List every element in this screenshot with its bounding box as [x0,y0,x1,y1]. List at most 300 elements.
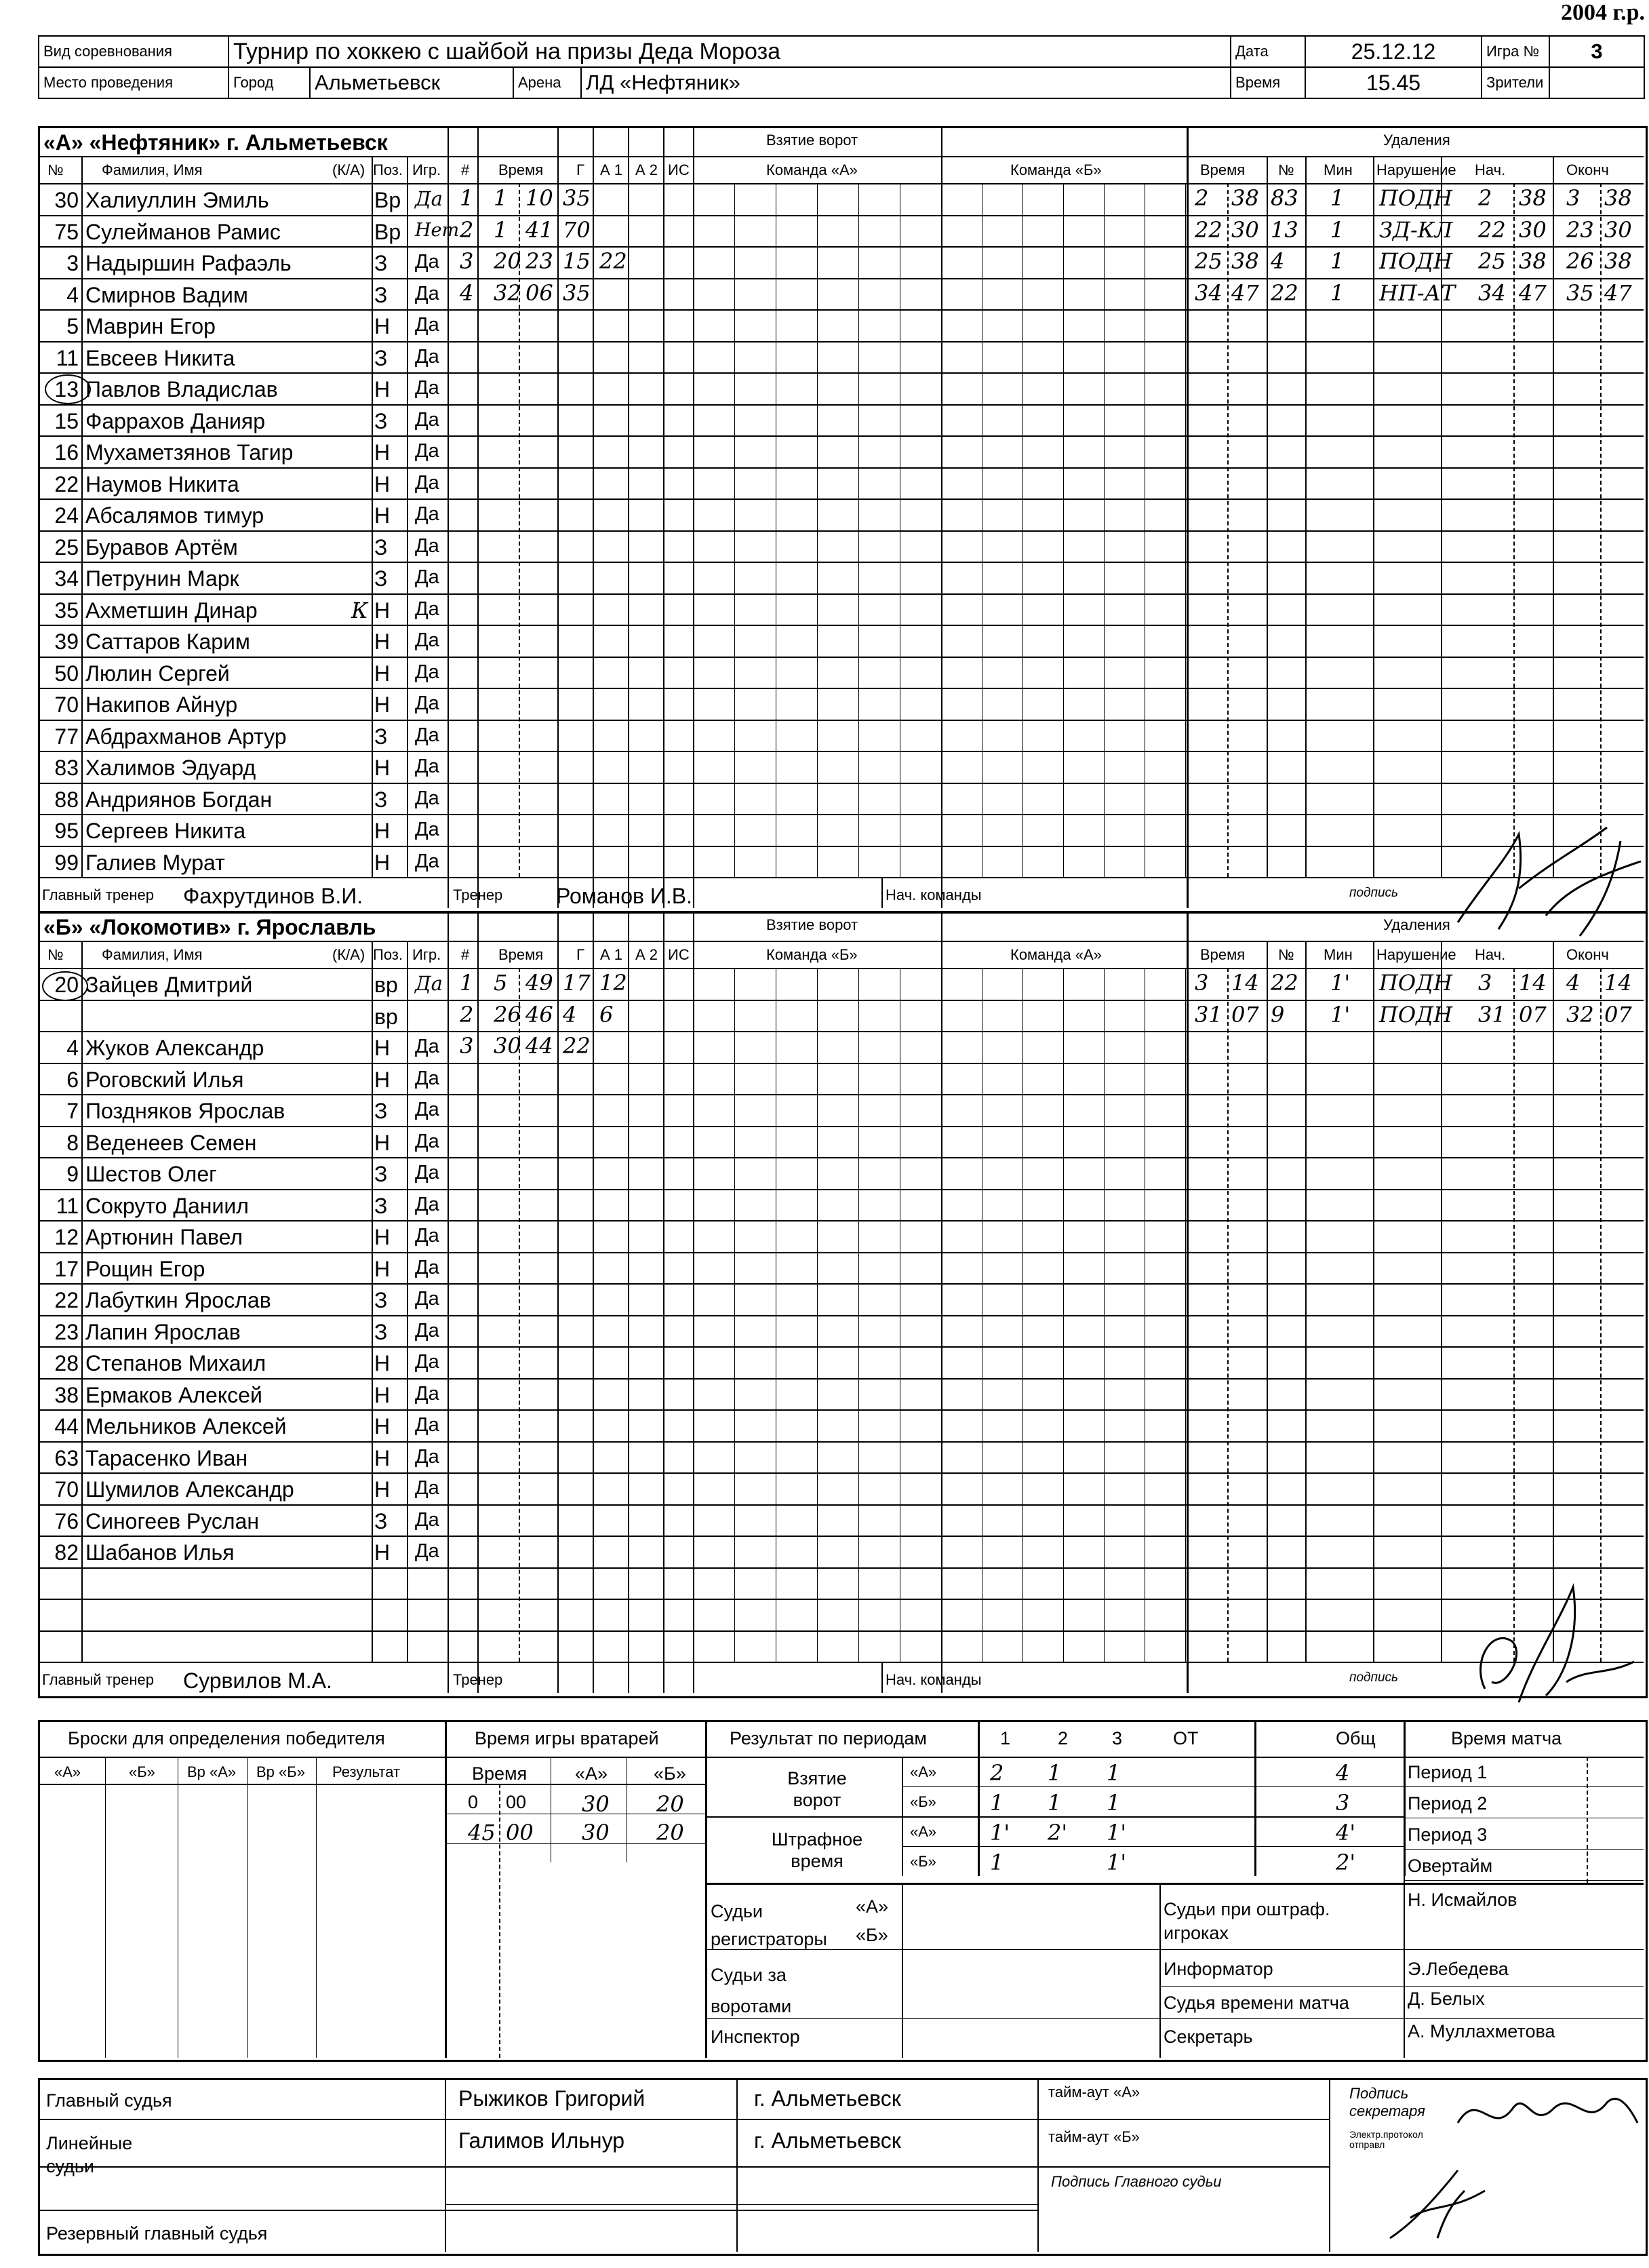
goals-b-label: «Б» [910,1793,936,1810]
col-a1: А 1 [600,161,623,178]
grid-line [445,2078,446,2252]
head-coach-name: Фахрутдинов В.И. [183,884,363,908]
penalty-player: 22 [1271,970,1298,996]
col-pen-no: № [1278,161,1294,178]
grid-line [38,309,1644,311]
penalty-minutes: 1 [1330,248,1345,274]
goal-minute: 30 [494,1033,521,1059]
shootout-col: Результат [332,1763,401,1780]
grid-line [81,941,83,1662]
coach-a-signature [1444,821,1648,943]
game-no-label: Игра № [1482,36,1549,67]
grid-line [38,1504,1644,1506]
player-position: Н [374,598,391,623]
player-name: Мельников Алексей [85,1414,287,1439]
grid-line [693,126,694,908]
grid-line [38,2166,1329,2168]
player-position: З [374,408,388,433]
grid-line [38,1283,1644,1285]
goal-second: 10 [525,185,553,211]
player-name: Смирнов Вадим [85,282,248,307]
grid-line [38,467,1644,469]
goal-number: 2 [460,1001,474,1028]
grid-line [38,1662,1644,1663]
grid-line [38,1189,1644,1190]
player-position: Н [374,850,391,875]
player-played: Да [415,377,439,399]
pen-a-label: «А» [910,1823,937,1840]
player-name: Поздняков Ярослав [85,1099,285,1123]
player-number: 7 [66,1099,79,1123]
player-played: Да [415,471,439,494]
reserve-referee-label: Резервный главный судья [46,2223,268,2244]
time-label: Время [1231,67,1305,98]
grid-line [1305,941,1307,1662]
penalty-minute: 31 [1195,1001,1223,1028]
grid-line [663,911,664,1693]
player-played: Да [415,1225,439,1247]
col-time: Время [498,946,544,963]
penalty-minutes: 1' [1330,970,1351,996]
grid-line [1553,941,1554,1662]
player-number: 9 [66,1162,79,1186]
player-name: Степанов Михаил [85,1351,266,1375]
player-played: Да [415,1036,439,1057]
grid-line [372,941,373,1662]
player-number: 11 [56,345,79,370]
player-number: 38 [54,1382,79,1407]
grid-line [593,126,594,908]
player-position: Н [374,471,391,496]
period-total: 4 [1336,1760,1350,1786]
player-position: З [374,566,388,591]
competition-label: Вид соревнования [39,36,229,67]
player-number: 23 [54,1319,79,1344]
player-position: Н [374,756,391,780]
goalie-sec: 00 [506,1820,534,1845]
player-name: Жуков Александр [85,1036,264,1060]
penalty-second: 07 [1231,1001,1259,1028]
grid-line [38,751,1644,752]
shootout-col: «Б» [129,1763,155,1780]
grid-line [38,1567,1644,1569]
grid-line [1227,968,1229,1662]
player-name: Андриянов Богдан [85,787,273,812]
player-number: 70 [54,692,79,717]
player-position: Н [374,1067,391,1092]
player-number: 82 [54,1540,79,1565]
chief-referee-name: Рыжиков Григорий [458,2086,645,2111]
grid-line [705,1816,1404,1818]
col-no: № [47,946,64,963]
penalty-start-sec: 38 [1519,248,1547,274]
penalty-end-min: 3 [1566,185,1581,211]
penalty-minutes: 1 [1330,185,1345,211]
player-played: Да [415,282,439,305]
penalty-violation: ПОДН [1379,970,1453,996]
player-position: Н [374,1445,391,1470]
total-label: Общ [1336,1728,1376,1748]
grid-line [1404,1786,1644,1787]
player-name: Галиев Мурат [85,850,225,875]
col-pen-viol: Нарушение [1376,161,1456,178]
player-position: Н [374,629,391,654]
player-name: Абсалямов тимур [85,503,264,528]
goalie-title: Время игры вратарей [475,1728,659,1748]
penalties-title: Удаления [1383,916,1450,933]
col-pen-start: Нач. [1475,946,1506,963]
penalty-end-sec: 14 [1604,970,1632,996]
goals-title: Взятие ворот [766,916,858,933]
goal-minute: 1 [494,185,508,211]
player-number: 35 [54,598,79,623]
grid-line [705,1883,1644,1885]
shootout-col: «А» [54,1763,81,1780]
coach-b-signature [1465,1580,1641,1709]
goal-number: 2 [460,216,474,243]
player-position: З [374,345,388,370]
player-name: Саттаров Карим [85,629,250,654]
grid-line [445,1843,705,1844]
player-name: Маврин Егор [85,314,216,338]
player-position: Н [374,819,391,843]
goal-second: 06 [525,279,553,306]
player-number: 4 [66,282,79,307]
coach-name: Романов И.В. [556,884,693,908]
grid-line [1587,1757,1588,1883]
penalty-start-min: 2 [1478,185,1492,211]
grid-line [38,1757,1644,1758]
player-position: Н [374,661,391,686]
penalty-judges-label: Судьи при оштраф. игроках [1164,1899,1330,1944]
grid-line [817,183,818,877]
period-value: 1 [1107,1790,1121,1816]
player-position: Н [374,1225,391,1249]
player-played: Да [415,756,439,777]
secretary-signature [1451,2082,1641,2143]
goal-assist-1: 6 [599,1001,614,1028]
grid-line [1063,183,1064,877]
col-pen-end: Оконч [1566,161,1609,178]
linesman-city: г. Альметьевск [754,2128,901,2153]
player-name: Халимов Эдуард [85,756,256,780]
player-number: 34 [54,566,79,591]
col-pen-no: № [1278,946,1294,963]
player-played: Да [415,1162,439,1184]
player-name: Артюнин Павел [85,1225,243,1249]
date-label: Дата [1231,36,1305,67]
team-title: «Б» «Локомотив» г. Ярославль [43,915,376,939]
period-header: ОТ [1173,1728,1199,1748]
player-name: Люлин Сергей [85,661,230,686]
chief-referee-signature [1383,2164,1492,2245]
player-name: Зайцев Дмитрий [85,973,253,997]
player-position: З [374,787,388,812]
date-value: 25.12.12 [1305,36,1482,67]
player-position: З [374,1288,388,1312]
city-value: Альметьевск [310,67,513,98]
col-team-second: Команда «Б» [1010,161,1102,178]
goal-second: 49 [525,970,553,996]
player-name: Ермаков Алексей [85,1382,262,1407]
goals-a-label: «А» [910,1763,937,1780]
player-number: 11 [56,1193,79,1218]
col-g: Г [576,946,584,963]
player-number: 88 [54,787,79,812]
timekeeper-name: Д. Белых [1408,1989,1485,2009]
grid-line [1159,1883,1161,2058]
player-name: Синогеев Руслан [85,1508,260,1533]
grid-line [1600,183,1602,877]
penalty-judge-name: Н. Исмайлов [1408,1890,1517,1910]
grid-line [38,341,1644,343]
penalty-player: 13 [1271,216,1298,243]
player-played: Да [415,1414,439,1436]
grid-line [902,1846,1404,1847]
grid-line [38,530,1644,532]
player-number: 75 [54,219,79,244]
grid-line [38,215,1644,216]
goal-number: 3 [460,1033,474,1059]
grid-line [38,688,1644,689]
protocol-sent-label: Электр.протокол отправл [1349,2129,1423,2151]
grid-line [817,968,818,1662]
arena-label: Арена [513,67,581,98]
player-number: 6 [66,1067,79,1092]
goal-number: 4 [460,279,474,306]
player-position: Н [374,1130,391,1155]
col-team-first: Команда «Б» [766,946,858,963]
goal-minute: 1 [494,216,508,243]
player-played: Да [415,534,439,557]
player-position: Н [374,503,391,528]
grid-line [38,183,1644,184]
player-played: Да [415,629,439,651]
grid-line [1305,156,1307,877]
penalty-end-min: 26 [1566,248,1594,274]
player-position: З [374,1193,388,1218]
penalty-violation: ЗД-КЛ [1379,216,1453,243]
goal-scorer: 35 [563,279,591,306]
period-value: 1 [990,1790,1004,1816]
player-position: вр [374,1004,398,1029]
player-position: З [374,282,388,307]
player-played: Да [415,1130,439,1152]
col-name: Фамилия, Имя [102,161,203,178]
penalty-violation: ПОДН [1379,1001,1453,1028]
grid-line [38,1315,1644,1316]
signature-label: подпись [1349,1670,1399,1685]
penalty-violation: ПОДН [1379,248,1453,274]
player-played: Да [415,972,443,995]
player-number: 44 [54,1414,79,1439]
player-number: 5 [66,314,79,338]
pen-b-label: «Б» [910,1853,936,1870]
player-name: Сулейманов Рамис [85,219,281,244]
player-number: 16 [54,440,79,465]
grid-line [557,911,559,1693]
player-position: Н [374,1414,391,1439]
player-name: Накипов Айнур [85,692,238,717]
player-position: Вр [374,219,401,244]
team-chief-label: Нач. команды [886,1671,982,1688]
player-played: Да [415,187,443,210]
penalty-second: 14 [1231,970,1259,996]
player-number: 30 [54,188,79,212]
grid-line [38,1000,1644,1001]
grid-line [38,1063,1644,1064]
grid-line [902,1883,903,2058]
player-played: Да [415,1319,439,1342]
goalie-min: 0 [468,1792,479,1812]
player-played: Да [415,1288,439,1310]
grid-line [858,183,859,877]
grid-line [941,911,942,1693]
col-is: ИС [668,161,690,178]
grid-line [941,126,942,908]
penalty-player: 22 [1271,279,1298,306]
player-name: Халиуллин Эмиль [85,188,269,212]
goalie-a: 30 [582,1791,610,1817]
goal-scorer: 4 [563,1001,577,1028]
grid-line [1104,183,1105,877]
grid-line [38,877,1644,878]
number-circle-mark [45,374,91,404]
grid-line [38,657,1644,658]
player-number: 22 [54,1288,79,1312]
grid-line [38,1630,1644,1632]
penalty-end-min: 4 [1566,970,1581,996]
player-name: Буравов Артём [85,534,238,560]
player-number: 28 [54,1351,79,1375]
grid-line [1187,126,1189,908]
head-coach-name: Сурвилов М.А. [183,1668,332,1693]
penalty-minutes: 1' [1330,1001,1351,1028]
player-position: З [374,1099,388,1123]
grid-line [38,593,1644,595]
match-period-label: Период 1 [1408,1762,1488,1782]
grid-line [693,911,694,1693]
grid-line [1267,156,1268,877]
grid-line [38,968,1644,969]
shootout-col: Вр «Б» [256,1763,305,1780]
penalty-minutes: 1 [1330,216,1345,243]
grid-line [663,126,664,908]
col-team-first: Команда «А» [766,161,858,178]
goal-scorer: 15 [563,248,591,274]
player-number: 3 [66,251,79,275]
penalty-start-sec: 14 [1519,970,1547,996]
player-name: Мухаметзянов Тагир [85,440,294,465]
goalie-min: 45 [468,1820,496,1845]
penalty-player: 4 [1271,248,1285,274]
secretary-signature-label: Подпись секретаря [1349,2085,1425,2120]
chief-referee-label: Главный судья [46,2090,172,2111]
grid-line [445,2204,1037,2205]
player-played: Да [415,1382,439,1405]
grid-line [1329,2078,1330,2252]
col-pen-viol: Нарушение [1376,946,1456,963]
grid-line [38,498,1644,500]
player-played: Да [415,1099,439,1120]
grid-line [1513,968,1515,1662]
grid-line [38,2210,1037,2211]
player-name: Абдрахманов Артур [85,724,287,749]
player-name: Сокруто Даниил [85,1193,249,1218]
penalty-violation: НП-АТ [1379,279,1456,306]
grid-line [1185,183,1186,877]
goal-judges-label: Судьи за воротами [711,1965,792,2016]
grid-line [1404,1849,1644,1850]
grid-line [38,1094,1644,1095]
player-position: З [374,251,388,275]
coach-label: Тренер [453,1671,503,1688]
goal-scorer: 22 [563,1033,591,1059]
grid-line [734,968,735,1662]
shootout-col: Вр «А» [187,1763,237,1780]
grid-line [1227,183,1229,877]
grid-line [316,1757,317,2058]
player-name: Веденеев Семен [85,1130,257,1155]
penalty-end-sec: 38 [1604,185,1632,211]
penalty-minute: 25 [1195,248,1223,274]
player-played: Да [415,251,439,273]
head-coach-label: Главный тренер [42,886,154,903]
player-name: Петрунин Марк [85,566,239,591]
goals-title: Взятие ворот [766,132,858,149]
grid-line [38,941,1644,942]
penalty-start-min: 3 [1478,970,1492,996]
col-pen-end: Оконч [1566,946,1609,963]
grid-line [38,562,1644,563]
player-played: Да [415,787,439,809]
goalie-b: 20 [656,1820,684,1845]
match-period-label: Овертайм [1408,1856,1493,1876]
goal-scorer: 70 [563,216,591,243]
grid-line [38,1031,1644,1032]
penalty-start-sec: 38 [1519,185,1547,211]
grid-line [734,183,735,877]
penalty-player: 9 [1271,1001,1285,1028]
penalty-end-min: 23 [1566,216,1594,243]
shootout-title: Броски для определения победителя [68,1728,385,1748]
goals-row-label: Взятие ворот [787,1768,847,1811]
period-value: 1' [990,1820,1010,1845]
col-name: Фамилия, Имя [102,946,203,963]
penalty-second: 47 [1231,279,1259,306]
inspector-label: Инспектор [711,2027,800,2047]
player-position: Н [374,377,391,402]
period-total: 2' [1336,1850,1356,1875]
player-number: 15 [54,408,79,433]
player-number: 50 [54,661,79,686]
player-name: Тарасенко Иван [85,1445,248,1470]
grid-line [499,1784,500,2058]
penalty-minute: 3 [1195,970,1209,996]
player-number: 22 [54,471,79,496]
player-name: Евсеев Никита [85,345,235,370]
grid-line [902,1786,1404,1787]
period-header: 2 [1058,1728,1069,1748]
player-position: З [374,1508,388,1533]
col-igr: Игр. [412,161,441,178]
player-played: Да [415,819,439,840]
player-position: З [374,1162,388,1186]
player-name: Надыршин Рафаэль [85,251,292,275]
goal-assist-1: 22 [599,248,627,274]
col-a2: А 2 [635,946,658,963]
penalty-second: 38 [1231,248,1259,274]
